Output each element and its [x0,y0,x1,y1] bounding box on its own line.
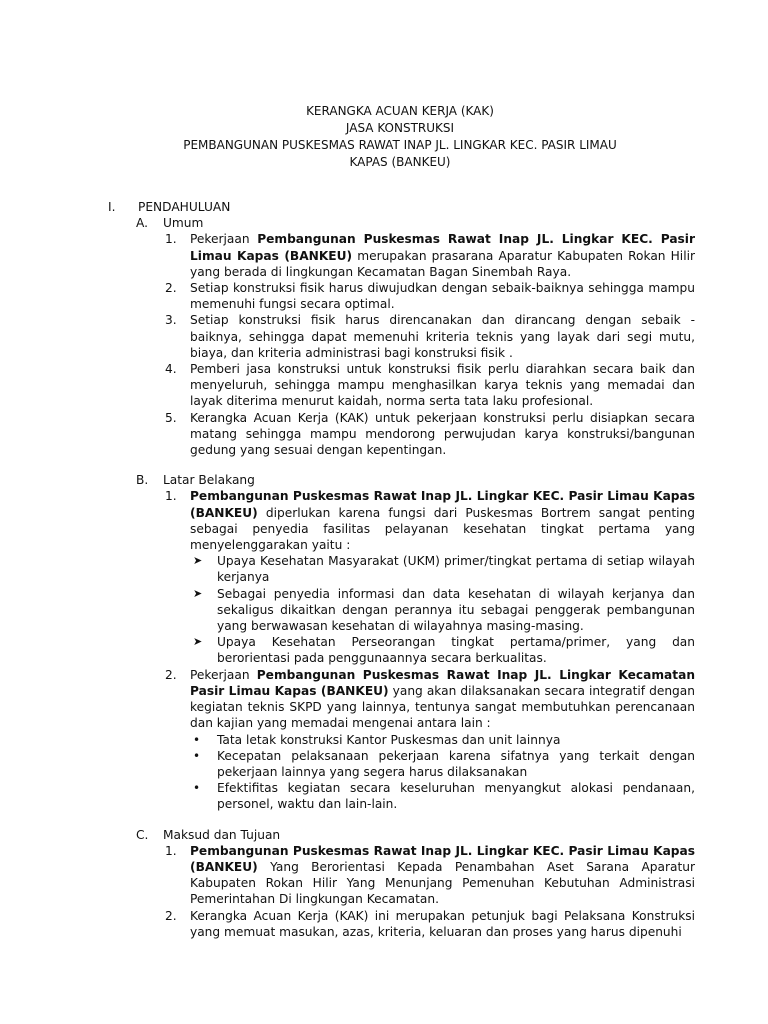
section-number: I. [108,200,116,214]
subsection-heading-b [136,472,768,488]
subsection-heading-c [136,827,768,843]
item-text: Pekerjaan [190,232,258,247]
item-number: 2. [165,908,177,923]
item-text: Kerangka Acuan Kerja (KAK) untuk pekerjaan konstruksi perlu disiapkan secara matang sehingga mampu mendorong perwujudan karya konstruksi/bangunan gedung yang sesuai dengan kepentingan. [190,410,695,458]
item-text: Yang Berorientasi Kepada Penambahan Aset Sarana Aparatur Kabupaten Rokan Hilir Yang Menunjang Pemenuhan Kebutuhan Administrasi Pemerintahan Di lingkungan Kecamatan. [190,859,695,907]
list-item [165,908,695,940]
section-title: PENDAHULUAN [138,200,231,214]
bullet-item-text: Tata letak konstruksi Kantor Puskesmas dan unit lainnya [217,732,561,747]
item-bold-text: Pembangunan Puskesmas Rawat Inap JL. Lingkar KEC. Pasir Limau Kapas (BANKEU) [190,489,695,520]
subsection-title: Umum [163,216,204,231]
item-number: 1. [165,489,177,504]
arrow-list [0,553,768,666]
umum-list [0,231,768,458]
item-number: 2. [165,281,177,296]
item-text: diperlukan karena fungsi dari Puskesmas Bortrem sangat penting sebagai penyedia fasilitas pelayanan kesehatan tingkat pertama yang menyelenggarakan yaitu : [190,505,695,553]
arrow-bullet-icon: ➤ [193,635,203,649]
item-text: Kerangka Acuan Kerja (KAK) ini merupakan petunjuk bagi Pelaksana Konstruksi yang memuat masukan, azas, kriteria, keluaran dan proses yang harus dipenuhi [190,908,695,939]
arrow-item-text: Sebagai penyedia informasi dan data kesehatan di wilayah kerjanya dan sekaligus dikaitkan dengan perannya itu sebagai penggerak pembangunan yang berwawasan kesehatan di wilayahnya masing-masing. [217,586,695,634]
bullet-item [193,732,695,748]
item-number: 2. [165,667,177,682]
bullet-list [0,732,768,813]
subsection-title: Latar Belakang [163,473,255,488]
subsection-letter: C. [136,827,149,842]
item-bold-text: Pembangunan Puskesmas Rawat Inap JL. Lingkar KEC. Pasir Limau Kapas (BANKEU) [190,232,695,263]
bullet-item-text: Efektifitas kegiatan secara keseluruhan menyangkut alokasi pendanaan, personel, waktu dan lain-lain. [217,781,695,812]
latar-belakang-list-2 [0,667,768,732]
list-item [165,280,695,312]
title-line-4: KAPAS (BANKEU) [349,155,451,169]
bullet-item [193,748,695,780]
arrow-item-text: Upaya Kesehatan Perseorangan tingkat pertama/primer, yang dan berorientasi pada penggunaannya secara berkualitas. [217,635,695,666]
title-line-1: KERANGKA ACUAN KERJA (KAK) [306,104,494,118]
latar-belakang-list [0,488,768,553]
item-bold-text: Pembangunan Puskesmas Rawat Inap JL. Lingkar KEC. Pasir Limau Kapas (BANKEU) [190,843,695,874]
subsection-letter: B. [136,473,149,488]
item-text: Pekerjaan [190,667,257,682]
arrow-item-text: Upaya Kesehatan Masyarakat (UKM) primer/tingkat pertama di setiap wilayah kerjanya [217,554,695,585]
list-item [165,843,695,908]
item-bold-text: Pembangunan Puskesmas Rawat Inap JL. Lingkar Kecamatan Pasir Limau Kapas (BANKEU) [190,667,695,698]
list-item [165,231,695,280]
list-item [165,410,695,459]
section-heading [108,199,768,215]
arrow-bullet-icon: ➤ [193,554,203,568]
arrow-item [193,586,695,635]
bullet-dot-icon: • [193,748,201,763]
bullet-item [193,780,695,812]
list-item [165,667,695,732]
item-text: Setiap konstruksi fisik harus direncanakan dan dirancang dengan sebaik - baiknya, sehingga dapat memenuhi kriteria teknis yang layak dari segi mutu, biaya, dan kriteria administrasi bagi konstruksi fisik . [190,313,695,360]
list-item [165,361,695,410]
item-number: 4. [165,362,177,377]
maksud-tujuan-list [0,843,768,940]
arrow-bullet-icon: ➤ [193,586,203,600]
bullet-dot-icon: • [193,781,201,796]
item-text: Setiap konstruksi fisik harus diwujudkan dengan sebaik-baiknya sehingga mampu memenuhi fungsi secara optimal. [190,281,695,312]
bullet-item-text: Kecepatan pelaksanaan pekerjaan karena sifatnya yang terkait dengan pekerjaan lainnya yang segera harus dilaksanakan [217,748,695,779]
arrow-item [193,634,695,666]
list-item [165,312,695,361]
arrow-item [193,553,695,585]
document-body [0,199,768,940]
item-text: yang akan dilaksanakan secara integratif dengan kegiatan teknis SKPD yang lainnya, tentunya sangat membutuhkan perencanaan dan kajian yang memadai mengenai antara lain : [190,683,695,731]
list-item [165,488,695,553]
item-number: 5. [165,410,177,425]
title-line-3: PEMBANGUNAN PUSKESMAS RAWAT INAP JL. LINGKAR KEC. PASIR LIMAU [183,138,617,152]
item-number: 1. [165,232,177,247]
document-title [100,103,700,171]
item-text: merupakan prasarana Aparatur Kabupaten Rokan Hilir yang berada di lingkungan Kecamatan Bagan Sinembah Raya. [190,248,695,279]
item-number: 3. [165,313,177,328]
subsection-title: Maksud dan Tujuan [163,827,281,842]
title-line-2: JASA KONSTRUKSI [345,121,455,135]
subsection-heading-a [136,215,768,231]
item-number: 1. [165,843,177,858]
subsection-letter: A. [136,216,148,231]
bullet-dot-icon: • [193,732,201,747]
item-text: Pemberi jasa konstruksi untuk konstruksi fisik perlu diarahkan secara baik dan menyeluruh, sehingga mampu menghasilkan karya teknis yang memadai dan layak diterima menurut kaidah, norma serta tata laku profesional. [190,362,695,409]
